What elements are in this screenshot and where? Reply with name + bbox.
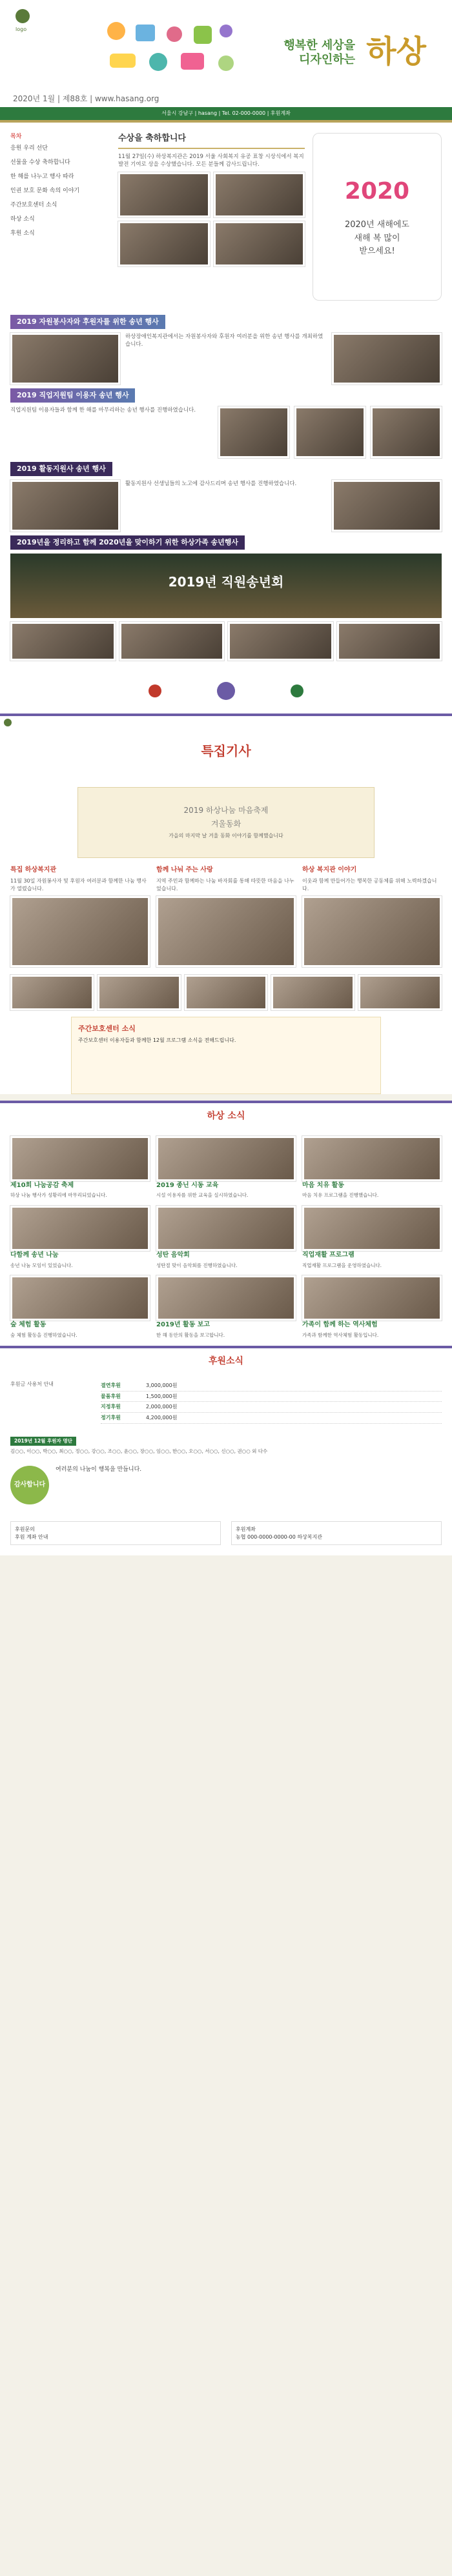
news-item	[302, 1275, 442, 1339]
award-title: 수상을 축하합니다	[118, 133, 305, 149]
event-photo	[218, 406, 289, 458]
footer-account	[231, 1521, 442, 1545]
column-photo	[156, 896, 296, 967]
new-year-card-greeting	[345, 219, 409, 259]
gallery-photo	[185, 975, 268, 1010]
donor-list-heading: 2019년 12월 후원자 명단	[10, 1437, 76, 1446]
news-item-body: 가족과 함께한 역사체험 활동입니다.	[302, 1332, 379, 1338]
info-bar	[0, 107, 452, 120]
page-feature	[0, 714, 452, 1095]
gallery-photo	[10, 975, 94, 1010]
donation-title: 후원소식	[208, 1355, 244, 1366]
row-key: 정기후원	[101, 1414, 121, 1421]
column-title: 하상 복지관 이야기	[302, 866, 357, 874]
event-row	[10, 480, 442, 532]
award-body: 11월 27일(수) 하상복지관은 2019 서울 사회복지 유공 표창 시상식에서 복지 발전 기여로 상을 수상했습니다. 모든 분들께 감사드립니다.	[118, 153, 304, 168]
news-item	[156, 1275, 296, 1339]
feature-column	[10, 866, 150, 968]
event-body: 직업지원팀 이용자들과 함께 한 해를 마무리하는 송년 행사를 진행하였습니다.	[10, 406, 196, 414]
news-item-title: 다함께 송년 나눔	[10, 1252, 59, 1259]
news-photo	[10, 1206, 150, 1251]
award-photo	[214, 172, 305, 217]
event-gallery	[10, 622, 442, 661]
day-care-notice	[71, 1017, 381, 1094]
day-care-body: 주간보호센터 이용자들과 함께한 12월 프로그램 소식을 전해드립니다.	[78, 1037, 236, 1044]
column-body: 이웃과 함께 만들어가는 행복한 공동체를 위해 노력하겠습니다.	[302, 878, 437, 892]
thanks-body: 여러분의 나눔이 행복을 만듭니다.	[56, 1466, 142, 1473]
column-body: 11월 30일 자원봉사자 및 후원자 여러분과 함께한 나눔 행사가 열렸습니다.	[10, 878, 147, 892]
page-separator	[0, 668, 452, 714]
feature-title: 특집기사	[201, 743, 251, 759]
news-item-body: 숲 체험 활동을 진행하였습니다.	[10, 1332, 77, 1338]
event-heading: 2019 활동지원사 송년 행사	[10, 462, 112, 476]
news-item	[10, 1206, 150, 1269]
event-heading: 2019 직업지원팀 이용자 송년 행사	[10, 388, 135, 403]
news-photo	[156, 1275, 296, 1321]
section-award	[0, 123, 452, 311]
column-photo	[302, 896, 442, 967]
award-photo	[118, 172, 210, 217]
table-row	[101, 1413, 442, 1424]
event-photo	[332, 480, 442, 532]
masthead-title: 하상	[366, 34, 426, 70]
news-item	[156, 1206, 296, 1269]
row-value: 2,000,000원	[146, 1404, 178, 1410]
event-heading: 2019 자원봉사자와 후원자를 위한 송년 행사	[10, 315, 165, 329]
news-item	[10, 1136, 150, 1199]
donor-list-body: 김○○, 이○○, 박○○, 최○○, 정○○, 강○○, 조○○, 윤○○, 장○○, 임○○, 한○○, 오○○, 서○○, 신○○, 권○○ 외 다수	[10, 1448, 268, 1455]
masthead	[0, 0, 452, 123]
award-photos	[118, 172, 305, 266]
festival-title: 2019 하상나눔 마음축제	[183, 805, 269, 815]
donor-list	[0, 1430, 452, 1460]
table-row	[101, 1392, 442, 1403]
toc-item[interactable]: 선물을 수상 축하합니다	[10, 159, 70, 166]
news-item	[302, 1206, 442, 1269]
toc-item[interactable]: 주간보호센터 소식	[10, 202, 57, 209]
news-item-body: 성탄절 맞이 음악회를 진행하였습니다.	[156, 1262, 238, 1268]
event-row	[10, 333, 442, 384]
slogan	[283, 39, 355, 66]
festival-body: 가을의 마지막 날 겨울 동화 이야기를 함께했습니다	[169, 833, 283, 839]
news-item-body: 송년 나눔 모임이 있었습니다.	[10, 1262, 73, 1268]
thanks-block	[0, 1459, 452, 1511]
award-photo	[118, 221, 210, 266]
gallery-photo	[119, 622, 225, 661]
info-bar-text: 서울시 강남구 | hasang | Tel. 02-000-0000 | 후원계좌	[161, 110, 291, 117]
donation-table	[101, 1381, 442, 1423]
news-item-title: 숲 체험 활동	[10, 1321, 46, 1329]
news-item-body: 시설 이용자를 위한 교육을 실시하였습니다.	[156, 1192, 249, 1199]
doodle-illustration	[97, 12, 245, 83]
news-item-body: 직업재활 프로그램을 운영하였습니다.	[302, 1262, 382, 1268]
news-photo	[10, 1136, 150, 1181]
footer-account-title: 후원계좌	[236, 1526, 256, 1533]
gallery-photo	[98, 975, 181, 1010]
issue-meta: 2020년 1월 | 제88호 | www.hasang.org	[13, 94, 159, 103]
thanks-badge: 감사합니다	[10, 1466, 49, 1504]
column-title: 특집 하상복지관	[10, 866, 57, 874]
feature-column	[156, 866, 296, 968]
news-photo	[302, 1275, 442, 1321]
table-row	[101, 1402, 442, 1413]
news-item	[302, 1136, 442, 1199]
slogan-line1: 행복한 세상을	[283, 39, 355, 52]
news-photo	[302, 1206, 442, 1251]
news-item-title: 마음 치유 활동	[302, 1181, 344, 1189]
event-heading: 2019년을 정리하고 함께 2020년을 맞이하기 위한 하상가족 송년행사	[10, 535, 245, 550]
event-photo	[10, 480, 120, 532]
slogan-line2: 디자인하는	[299, 52, 355, 66]
toc-item[interactable]: 응원 우리 선단	[10, 145, 48, 152]
event-body: 활동지원사 선생님들의 노고에 감사드리며 송년 행사를 진행하였습니다.	[125, 480, 297, 487]
event-photo	[332, 333, 442, 384]
page-donation	[0, 1346, 452, 1511]
event-row	[10, 406, 442, 458]
footer-contact-body: 후원 계좌 안내	[15, 1533, 48, 1540]
news-photo	[156, 1206, 296, 1251]
festival-notice	[77, 787, 375, 858]
news-item-title: 가족이 함께 하는 역사체험	[302, 1321, 378, 1329]
event-body: 하상장애인복지관에서는 자원봉사자와 후원자 여러분을 위한 송년 행사를 개최하였습니다.	[125, 333, 324, 348]
gallery-photo	[337, 622, 442, 661]
gallery-photo	[358, 975, 442, 1010]
news-item-title: 2019 종닌 시동 교육	[156, 1181, 219, 1189]
gallery-photo	[271, 975, 354, 1010]
news-photo	[10, 1275, 150, 1321]
table-of-contents	[10, 133, 110, 301]
row-key: 지정후원	[101, 1404, 121, 1410]
year-end-events	[0, 311, 452, 668]
greeting-line3: 받으세요!	[359, 246, 395, 257]
footer-contact-title: 후원문의	[15, 1526, 35, 1533]
news-item-body: 마음 치유 프로그램을 진행했습니다.	[302, 1192, 379, 1199]
new-year-card	[313, 133, 442, 301]
award-photo	[214, 221, 305, 266]
greeting-line2: 새해 복 많이	[354, 233, 400, 243]
event-photo	[371, 406, 442, 458]
news-photo	[156, 1136, 296, 1181]
news-item-title: 2019년 활동 보고	[156, 1321, 211, 1329]
feature-column	[302, 866, 442, 968]
toc-item[interactable]: 한 해를 나누고 행사 따라	[10, 174, 74, 181]
column-body: 지역 주민과 함께하는 나눔 바자회를 통해 따뜻한 마음을 나누었습니다.	[156, 878, 294, 892]
news-item	[156, 1136, 296, 1199]
news-title: 하상 소식	[207, 1111, 245, 1122]
donation-summary	[0, 1374, 452, 1430]
page-logo	[4, 719, 12, 726]
year-end-banner	[10, 554, 442, 618]
toc-item[interactable]: 하상 소식	[10, 216, 35, 223]
festival-subtitle: 겨울동화	[211, 819, 241, 828]
logo-label: logo	[15, 26, 27, 32]
day-care-title: 주간보호센터 소식	[78, 1024, 136, 1033]
feature-columns	[0, 858, 452, 975]
event-photo	[10, 333, 120, 384]
new-year-card-year: 2020	[344, 177, 410, 205]
news-item-body: 한 해 동안의 활동을 보고합니다.	[156, 1332, 225, 1338]
event-photo	[294, 406, 365, 458]
toc-item[interactable]: 인권 보호 문화 속의 이야기	[10, 188, 80, 195]
donation-usage-label: 후원금 사용처 안내	[10, 1381, 54, 1388]
column-photo	[10, 896, 150, 967]
toc-item[interactable]: 후원 소식	[10, 230, 35, 237]
page-news	[0, 1101, 452, 1345]
toc-label: 목차	[10, 134, 22, 140]
gallery-photo	[10, 622, 116, 661]
news-item-body: 하상 나눔 행사가 성황리에 마무리되었습니다.	[10, 1192, 107, 1199]
news-item-title: 직업재활 프로그램	[302, 1252, 354, 1259]
feature-gallery	[0, 975, 452, 1010]
row-value: 1,500,000원	[146, 1393, 178, 1399]
award-article	[118, 133, 305, 301]
row-key: 물품후원	[101, 1393, 121, 1399]
row-value: 3,000,000원	[146, 1383, 178, 1389]
row-value: 4,200,000원	[146, 1414, 178, 1421]
gallery-photo	[228, 622, 333, 661]
greeting-line1: 2020년 새해에도	[344, 219, 409, 230]
org-logo	[15, 9, 30, 23]
footer	[0, 1511, 452, 1555]
column-title: 함께 나눠 주는 사랑	[156, 866, 213, 874]
table-row	[101, 1381, 442, 1392]
news-photo	[302, 1136, 442, 1181]
news-item	[10, 1275, 150, 1339]
news-item-title: 성탄 음악회	[156, 1252, 190, 1259]
footer-account-body: 농협 000-0000-0000-00 하상복지관	[236, 1533, 323, 1540]
news-item-title: 제10회 나눔공감 축제	[10, 1181, 74, 1189]
news-grid	[0, 1130, 452, 1346]
row-key: 결연후원	[101, 1383, 121, 1389]
banner-text: 2019년 직원송년회	[168, 574, 284, 590]
footer-contact	[10, 1521, 221, 1545]
separator-decoration	[129, 678, 323, 704]
